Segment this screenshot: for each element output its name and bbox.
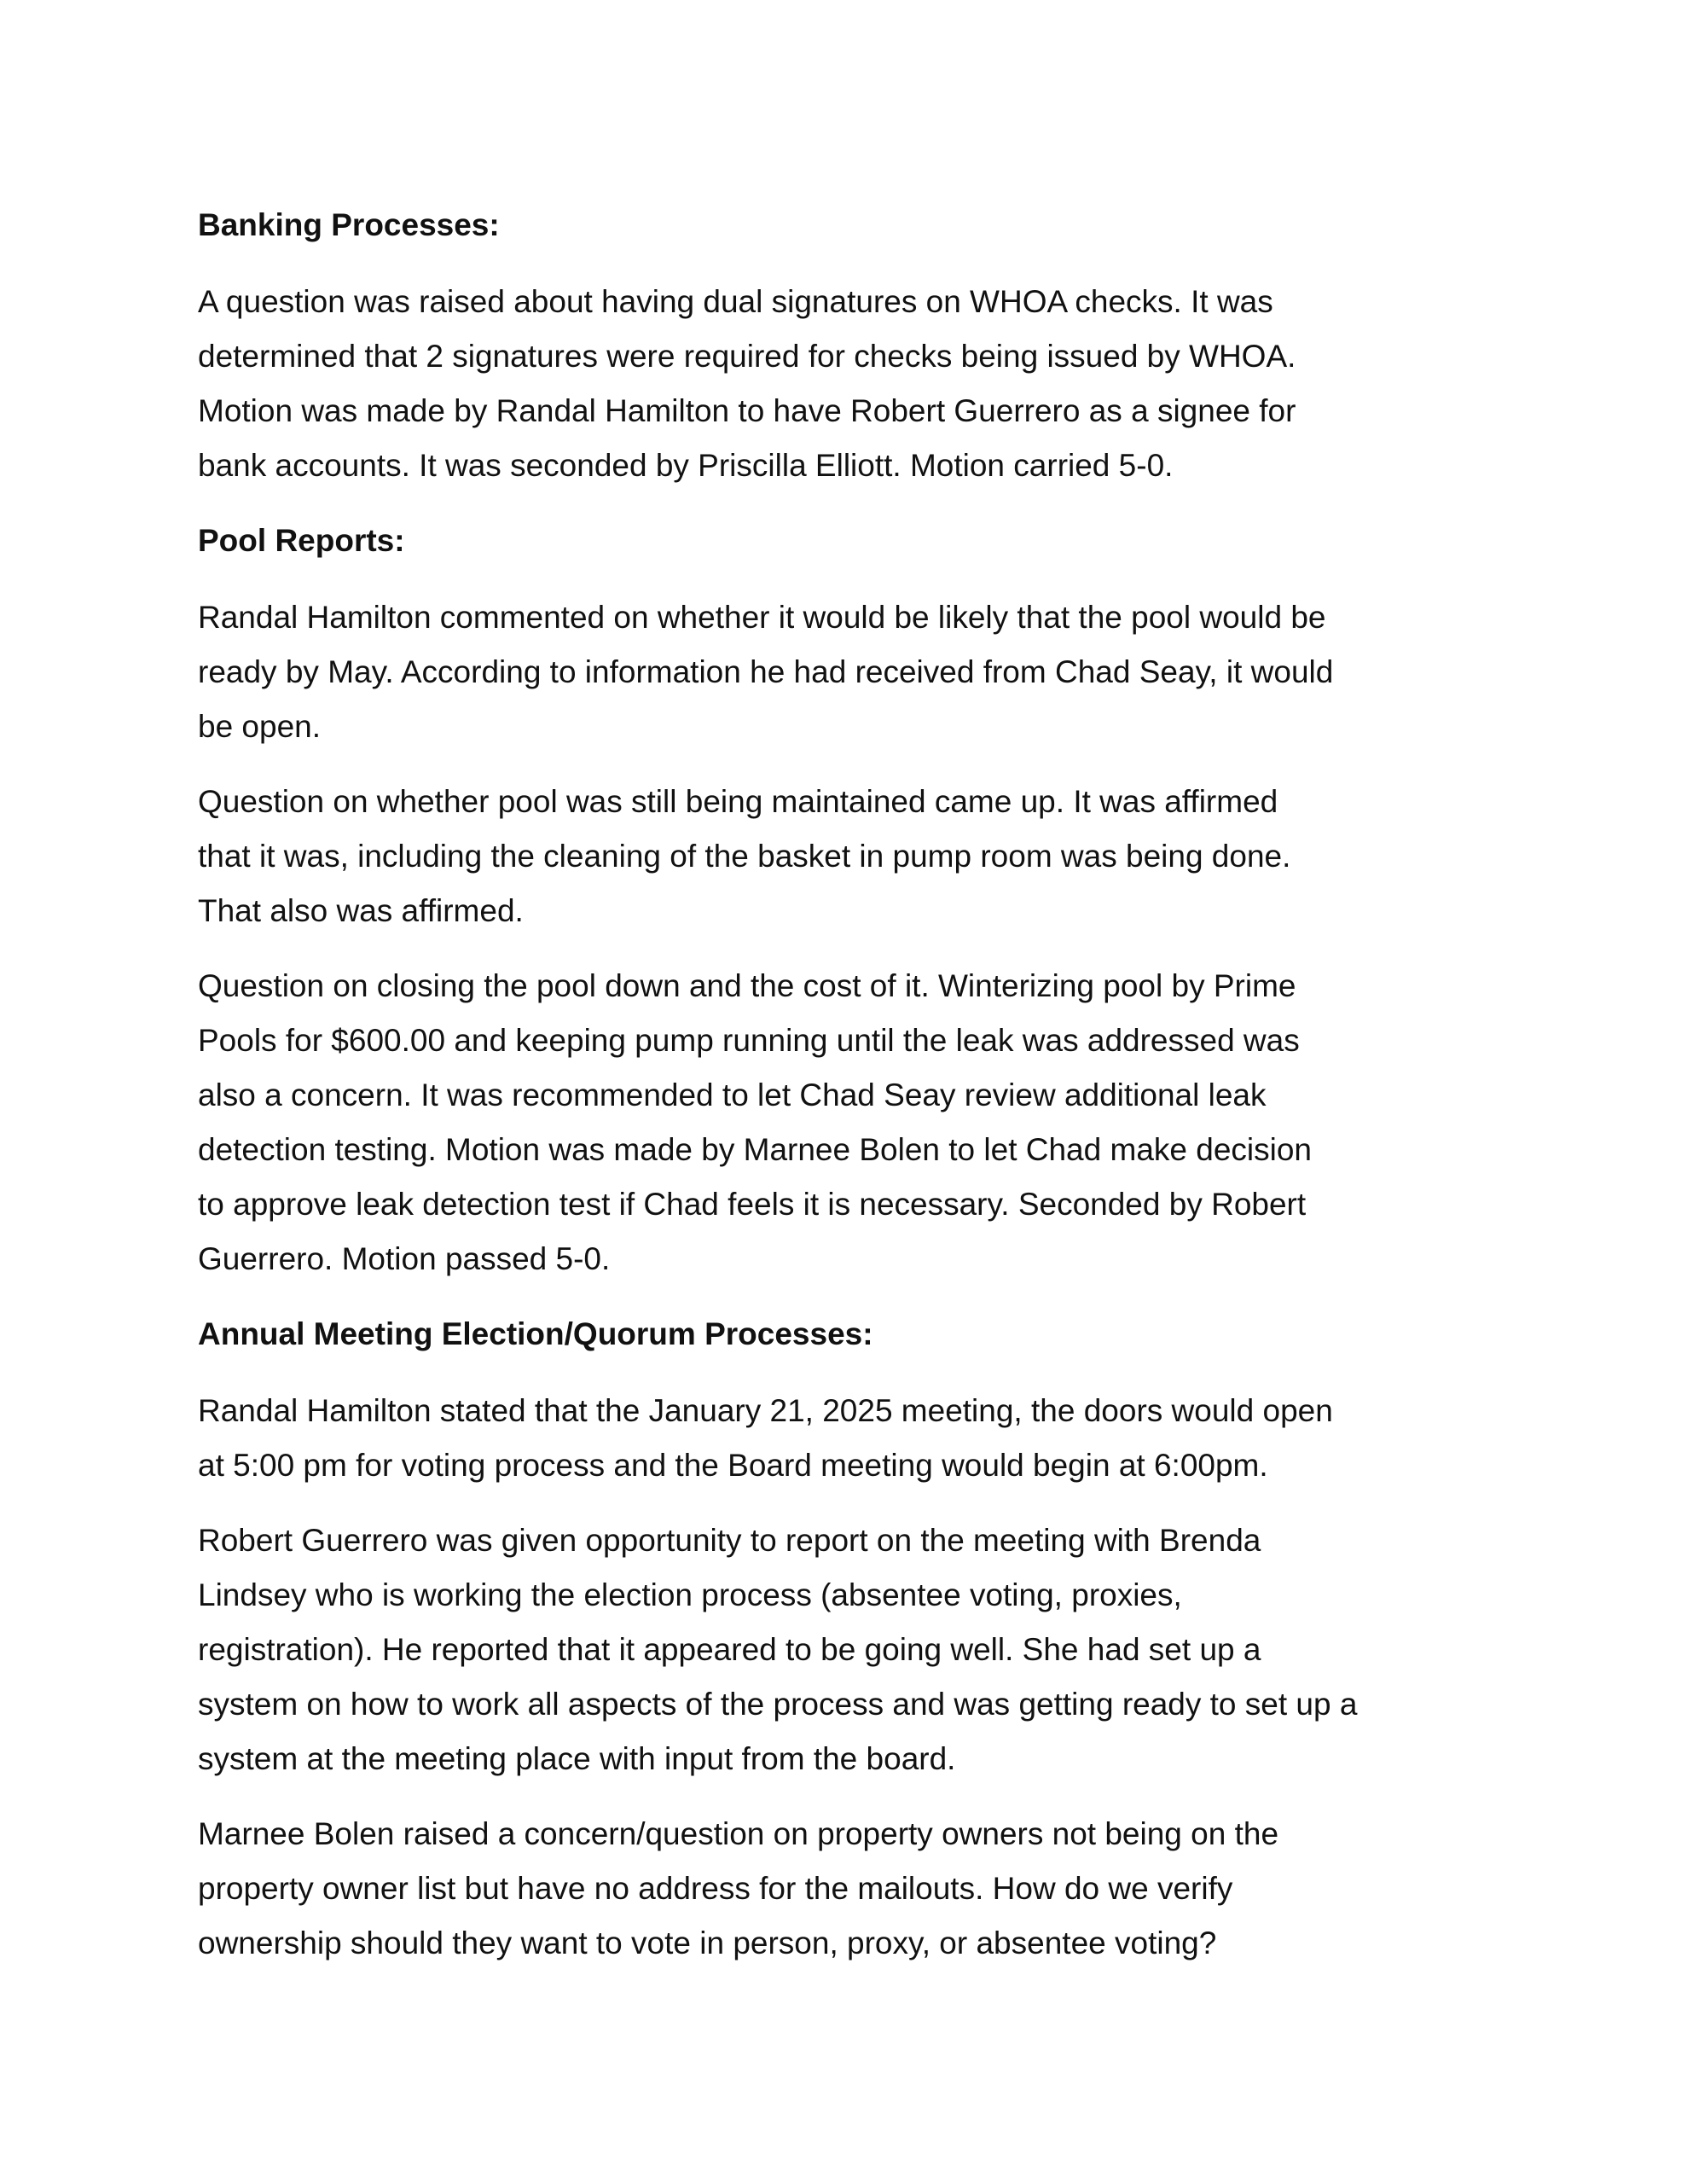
paragraph [198, 590, 1511, 754]
text-line: at 5:00 pm for voting process and the Board meeting would begin at 6:00pm. [198, 1448, 1268, 1483]
text-line: detection testing. Motion was made by Marnee Bolen to let Chad make decision [198, 1132, 1313, 1167]
section-pool-reports [198, 514, 1511, 1287]
text-line: system on how to work all aspects of the process and was getting ready to set up a [198, 1687, 1358, 1722]
paragraph [198, 275, 1511, 493]
section-annual-meeting [198, 1307, 1511, 1971]
section-heading: Pool Reports: [198, 523, 405, 558]
text-line: Guerrero. Motion passed 5-0. [198, 1241, 611, 1276]
text-line: Question on whether pool was still being maintained came up. It was affirmed [198, 784, 1278, 819]
text-line: Lindsey who is working the election process (absentee voting, proxies, [198, 1577, 1182, 1612]
section-heading: Annual Meeting Election/Quorum Processes: [198, 1316, 873, 1351]
text-line: determined that 2 signatures were required for checks being issued by WHOA. [198, 339, 1296, 374]
text-line: be open. [198, 709, 322, 744]
text-line: ready by May. According to information he had received from Chad Seay, it would [198, 654, 1334, 689]
text-line: to approve leak detection test if Chad feels it is necessary. Seconded by Robert [198, 1187, 1307, 1222]
text-line: property owner list but have no address for the mailouts. How do we verify [198, 1871, 1233, 1906]
paragraph [198, 775, 1511, 938]
section-banking-processes [198, 198, 1511, 493]
text-line: Randal Hamilton commented on whether it would be likely that the pool would be [198, 600, 1326, 635]
paragraph [198, 1807, 1511, 1971]
text-line: Motion was made by Randal Hamilton to have Robert Guerrero as a signee for [198, 393, 1296, 428]
text-line: registration). He reported that it appeared to be going well. She had set up a [198, 1632, 1261, 1667]
text-line: A question was raised about having dual signatures on WHOA checks. It was [198, 284, 1273, 319]
text-line: bank accounts. It was seconded by Priscilla Elliott. Motion carried 5-0. [198, 448, 1174, 483]
text-line: that it was, including the cleaning of the basket in pump room was being done. [198, 839, 1291, 874]
text-line: Randal Hamilton stated that the January 21, 2025 meeting, the doors would open [198, 1393, 1333, 1428]
text-line: That also was affirmed. [198, 893, 524, 928]
text-line: ownership should they want to vote in person, proxy, or absentee voting? [198, 1926, 1217, 1960]
paragraph [198, 1384, 1511, 1493]
section-heading: Banking Processes: [198, 207, 500, 242]
paragraph [198, 959, 1511, 1287]
text-line: Pools for $600.00 and keeping pump running until the leak was addressed was [198, 1023, 1300, 1058]
text-line: Marnee Bolen raised a concern/question on property owners not being on the [198, 1816, 1279, 1851]
text-line: Question on closing the pool down and the cost of it. Winterizing pool by Prime [198, 968, 1296, 1003]
text-line: Robert Guerrero was given opportunity to report on the meeting with Brenda [198, 1523, 1261, 1558]
text-line: also a concern. It was recommended to let Chad Seay review additional leak [198, 1077, 1267, 1112]
text-line: system at the meeting place with input from the board. [198, 1741, 956, 1776]
document-page [198, 198, 1511, 1991]
paragraph [198, 1513, 1511, 1786]
